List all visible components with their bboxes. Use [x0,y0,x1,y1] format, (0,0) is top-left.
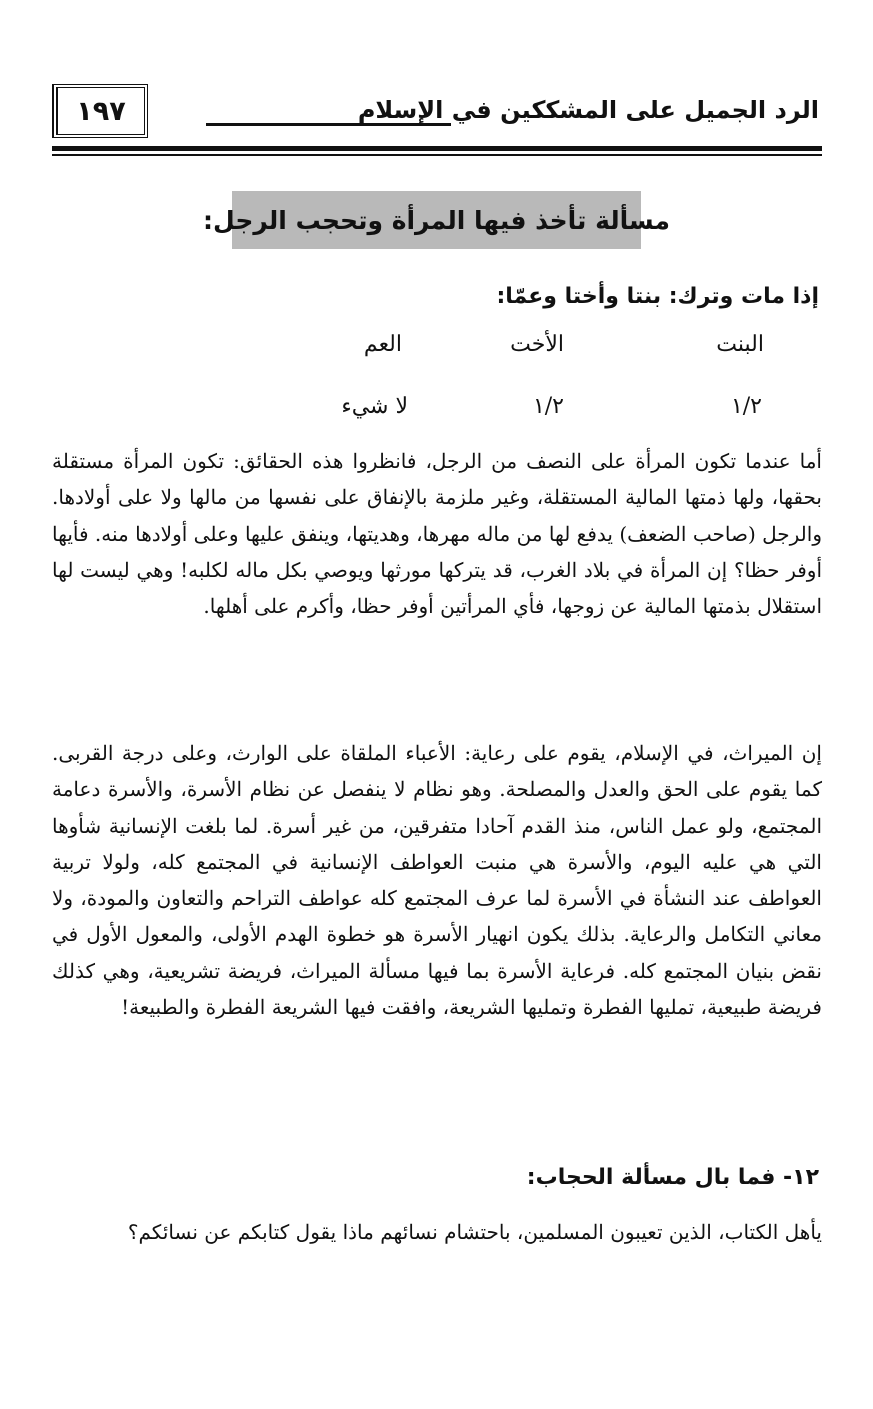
paragraph-2: إن الميراث، في الإسلام، يقوم على رعاية: الأعباء الملقاة على الوارث، وعلى درجة القربى. كما يقوم على الحق والعدل والمصلحة. وهو نظام لا ينفصل عن نظام الأسرة، والأسرة دعامة المجتمع، ولو عمل الناس، منذ القدم آحادا متفرقين، من غير أسرة. لما بلغت الإنسانية شأوها التي هي عليه اليوم، والأسرة هي منبت العواطف الإنسانية في المجتمع كله، ولولا تربية العواطف عند النشأة في الأسرة لما عرف المجتمع كله عواطف التراحم والتعاون والمودة، ولا معاني التكامل والرعاية. بذلك يكون انهيار الأسرة هو خطوة الهدم الأولى، والمعول الأول في نقض بنيان المجتمع كله. فرعاية الأسرة بما فيها مسألة الميراث، فريضة تشريعية، وهي كذلك فريضة طبيعية، تمليها الفطرة وتمليها الشريعة، وافقت فيها الشريعة الفطرة والطبيعة! [52,741,822,1020]
heir-share-daughter: ١/٢ [730,394,762,419]
paragraph-3: يأهل الكتاب، الذين تعيبون المسلمين، باحتشام نسائهم ماذا يقول كتابكم عن نسائكم؟ [127,1220,822,1244]
subheading: ١٢- فما بال مسألة الحجاب: [526,1165,819,1190]
header-rule-thick [52,146,822,151]
paragraph-1: أما عندما تكون المرأة على النصف من الرجل، فانظروا هذه الحقائق: تكون المرأة مستقلة بحقها، ولها ذمتها المالية المستقلة، وغير ملزمة بالإنفاق على نفسها من مالها ولا على أولادها. والرجل (صاحب الضعف) يدفع لها من ماله مهرها، وهديتها، وينفق عليها وعلى أولادها منه. فأيها أوفر حظا؟ إن المرأة في بلاد الغرب، قد يتركها مورثها ويوصي بكل ماله لكلبه! وهي ليست لها استقلال بذمتها المالية عن زوجها، فأي المرأتين أوفر حظا، وأكرم على أهلها. [52,449,822,619]
page-number: ١٩٧ [52,84,148,138]
heir-share-uncle: لا شيء [341,394,408,419]
heir-share-sister: ١/٢ [532,394,564,419]
header-rule-thin [52,154,822,156]
heir-name-sister: الأخت [510,332,564,357]
heir-name-daughter: البنت [716,332,764,357]
heirs-table [300,332,800,432]
case-intro: إذا مات وترك: بنتا وأختا وعمّا: [496,284,819,309]
running-title: الرد الجميل على المشككين في الإسلام [357,96,819,124]
heir-name-uncle: العم [363,332,402,357]
section-title: مسألة تأخذ فيها المرأة وتحجب الرجل: [232,191,641,249]
